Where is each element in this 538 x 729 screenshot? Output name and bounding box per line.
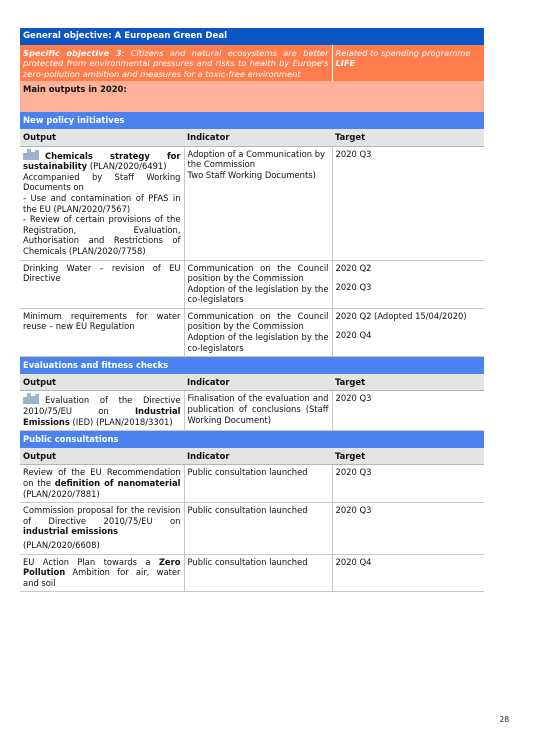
target-cell: 2020 Q4 (332, 554, 484, 592)
target-cell: 2020 Q2 (Adopted 15/04/2020) 2020 Q4 (332, 308, 484, 356)
indicator-cell: Finalisation of the evaluation and publication of conclusions (Staff Working Document) (184, 391, 332, 431)
table-row (20, 554, 484, 592)
general-objective-title: General objective: A European Green Deal (20, 28, 484, 45)
specific-objective-cell (20, 45, 332, 82)
col-target: Target (332, 374, 484, 391)
main-outputs-heading: Main outputs in 2020: (20, 81, 484, 112)
table-row (20, 465, 484, 503)
col-indicator: Indicator (184, 129, 332, 146)
col-target: Target (332, 448, 484, 465)
table-row (20, 308, 484, 356)
indicator-cell: Communication on the Council position by the Commission Adoption of the legislation by the co-legislators (184, 308, 332, 356)
target-cell: 2020 Q2 2020 Q3 (332, 260, 484, 308)
factory-icon (23, 149, 39, 160)
col-output: Output (20, 129, 184, 146)
specific-objective-label: Specific objective 3 (23, 47, 122, 58)
output-cell: Evaluation of the Directive 2010/75/EU on Industrial Emissions (IED) (PLAN/2018/3301) (20, 391, 184, 431)
column-header-row (20, 448, 484, 465)
output-cell: Chemicals strategy for sustainability (PLAN/2020/6491) Accompanied by Staff Working Documents on - Use and contamination of PFAS in the EU (PLAN/2020/7567) - Review of certain provisions of the Registration, Evaluation, Authorisation and Restrictions of Chemicals (PLAN/2020/7758) (20, 146, 184, 260)
specific-objective-text: : Citizens and natural ecosystems are better protected from environmental pressures and risks to health by Europe's zero-pollution ambition and measures for a toxic-free environment (23, 47, 329, 79)
related-programme-cell (332, 45, 484, 82)
section-title: New policy initiatives (20, 112, 484, 129)
output-title: Chemicals strategy for sustainability (23, 150, 181, 172)
table-row (20, 503, 484, 554)
related-programme-label: Related to spending programme (335, 47, 471, 58)
indicator-cell: Public consultation launched (184, 554, 332, 592)
column-header-row (20, 129, 484, 146)
general-objective-row (20, 28, 484, 45)
outputs-table (20, 28, 484, 592)
table-row (20, 260, 484, 308)
section-title: Evaluations and fitness checks (20, 357, 484, 374)
specific-objective-row (20, 45, 484, 82)
indicator-cell: Public consultation launched (184, 503, 332, 554)
output-cell: Drinking Water – revision of EU Directive (20, 260, 184, 308)
indicator-cell: Adoption of a Communication by the Commission Two Staff Working Documents) (184, 146, 332, 260)
output-cell: Minimum requirements for water reuse – new EU Regulation (20, 308, 184, 356)
indicator-cell: Communication on the Council position by the Commission Adoption of the legislation by the co-legislators (184, 260, 332, 308)
col-indicator: Indicator (184, 448, 332, 465)
section-new-policy (20, 112, 484, 129)
col-output: Output (20, 374, 184, 391)
page-number: 28 (499, 715, 509, 724)
target-cell: 2020 Q3 (332, 391, 484, 431)
section-title: Public consultations (20, 431, 484, 448)
output-cell: Review of the EU Recommendation on the definition of nanomaterial (PLAN/2020/7881) (20, 465, 184, 503)
main-outputs-row (20, 81, 484, 112)
target-cell: 2020 Q3 (332, 503, 484, 554)
section-consultations (20, 431, 484, 448)
table-row (20, 391, 484, 431)
factory-icon (23, 393, 39, 404)
output-cell: EU Action Plan towards a Zero Pollution Ambition for air, water and soil (20, 554, 184, 592)
indicator-cell: Public consultation launched (184, 465, 332, 503)
objective-page (20, 28, 484, 592)
table-row (20, 146, 484, 260)
target-cell: 2020 Q3 (332, 465, 484, 503)
column-header-row (20, 374, 484, 391)
col-target: Target (332, 129, 484, 146)
output-cell: Commission proposal for the revision of Directive 2010/75/EU on industrial emissions (PLAN/2020/6608) (20, 503, 184, 554)
col-indicator: Indicator (184, 374, 332, 391)
related-programme-name: LIFE (335, 58, 356, 69)
target-cell: 2020 Q3 (332, 146, 484, 260)
col-output: Output (20, 448, 184, 465)
section-evaluations (20, 357, 484, 374)
